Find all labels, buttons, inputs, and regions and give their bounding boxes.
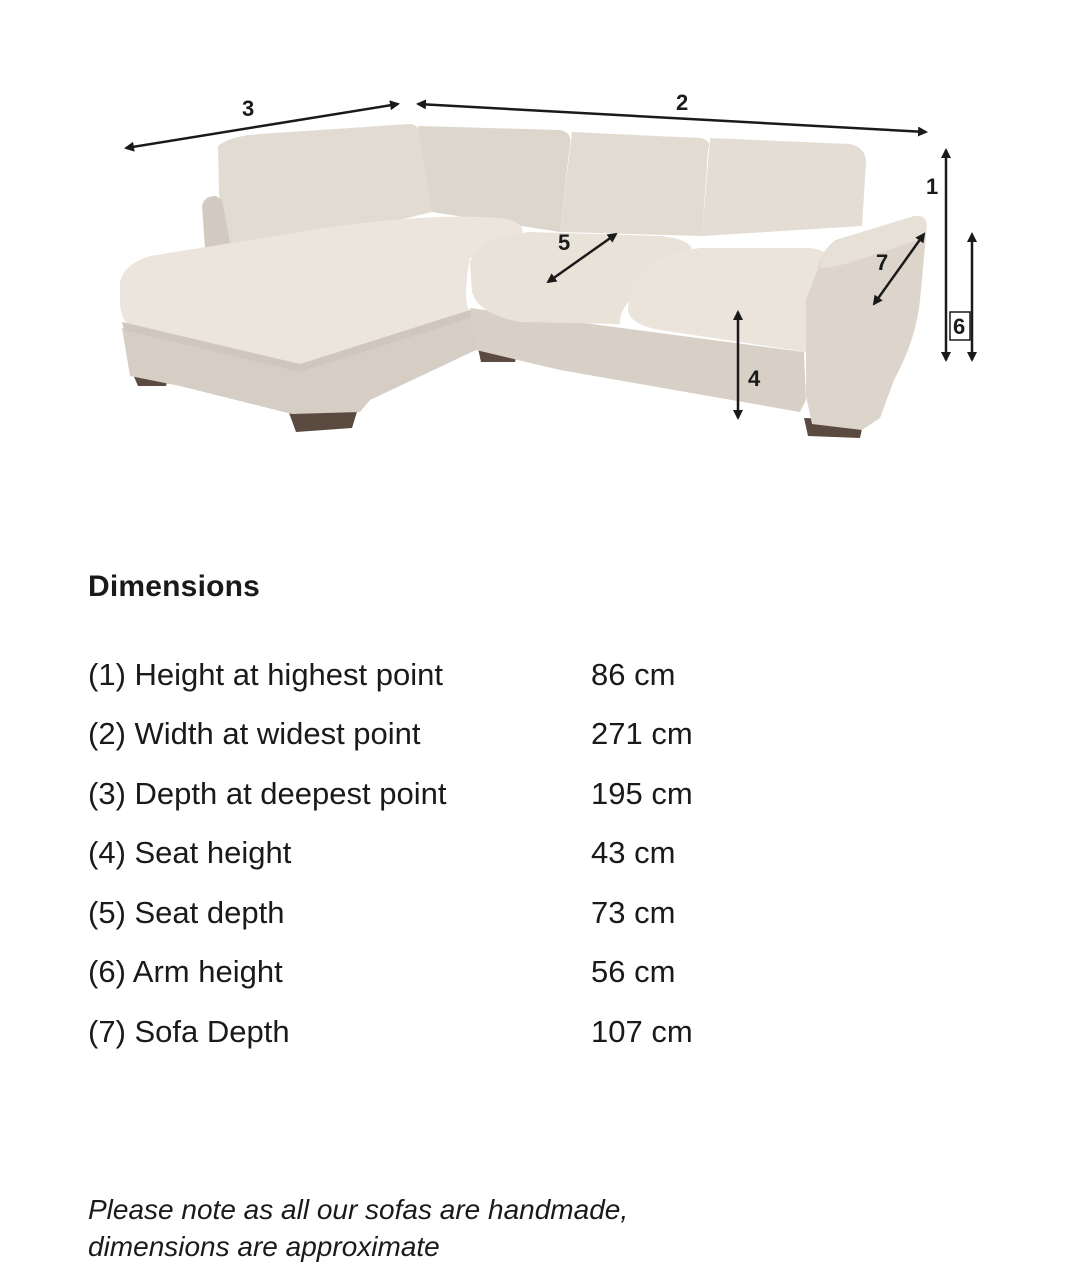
dimension-marker-6: 6 <box>953 314 966 339</box>
back-cushion-corner <box>418 126 570 232</box>
dimension-row-seat-height <box>88 824 788 884</box>
dimension-marker-3: 3 <box>242 96 255 121</box>
dimension-value: 73 cm <box>591 894 676 930</box>
dimension-row-arm-height <box>88 943 788 1003</box>
dimension-line-2 <box>418 104 926 132</box>
handmade-note-line-2: dimensions are approximate <box>88 1231 440 1262</box>
dimension-marker-1: 1 <box>926 174 939 199</box>
dimension-label: (3) Depth at deepest point <box>88 775 447 811</box>
handmade-note <box>88 1191 848 1265</box>
dimension-value: 56 cm <box>591 954 676 990</box>
dimension-label: (4) Seat height <box>88 835 292 871</box>
dimension-marker-7: 7 <box>876 250 889 275</box>
dimension-label: (6) Arm height <box>88 954 283 990</box>
dimension-row-height <box>88 645 788 705</box>
dimension-label: (1) Height at highest point <box>88 656 443 692</box>
dimension-label: (7) Sofa Depth <box>88 1013 290 1049</box>
dimensions-heading: Dimensions <box>88 570 261 603</box>
dimension-marker-4: 4 <box>748 366 761 391</box>
dimension-marker-2: 2 <box>676 90 689 115</box>
dimension-value: 86 cm <box>591 656 676 692</box>
sofa-illustration <box>0 0 1080 480</box>
dimension-label: (2) Width at widest point <box>88 716 421 752</box>
dimension-row-depth <box>88 764 788 824</box>
dimension-row-sofa-depth <box>88 1002 788 1062</box>
dimension-label: (5) Seat depth <box>88 894 285 930</box>
dimensions-list <box>88 645 788 1062</box>
dimension-marker-5: 5 <box>558 230 571 255</box>
dimension-value: 195 cm <box>591 775 693 811</box>
dimension-row-seat-depth <box>88 883 788 943</box>
dimension-value: 107 cm <box>591 1013 693 1049</box>
handmade-note-line-1: Please note as all our sofas are handmade, <box>88 1194 629 1225</box>
dimension-value: 271 cm <box>591 716 693 752</box>
sofa-dimension-diagram <box>0 0 1080 480</box>
back-cushion-right <box>702 138 866 236</box>
dimension-value: 43 cm <box>591 835 676 871</box>
back-cushion-middle <box>560 132 709 236</box>
dimension-row-width <box>88 705 788 765</box>
